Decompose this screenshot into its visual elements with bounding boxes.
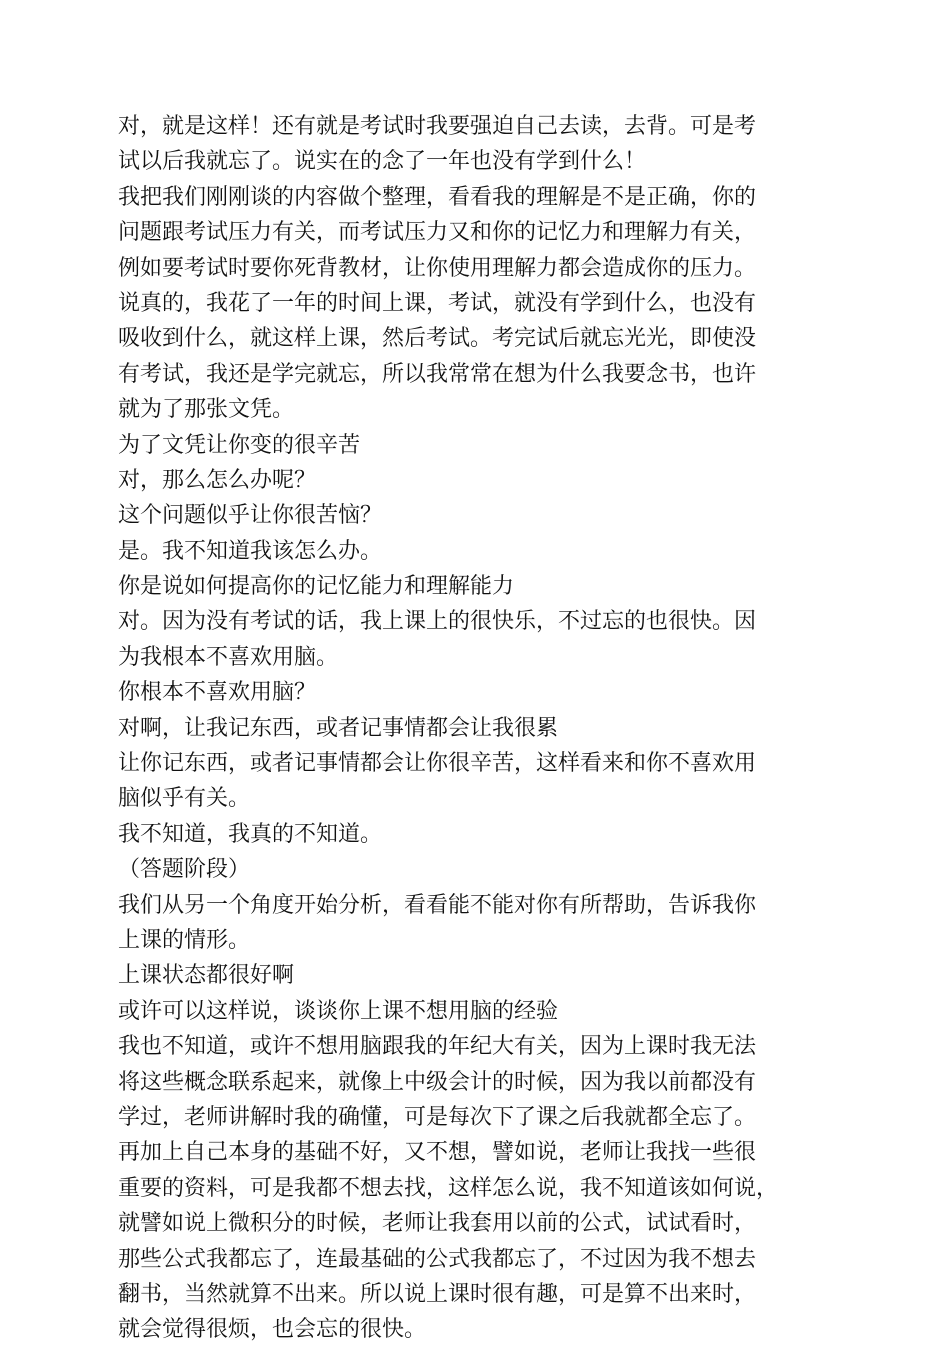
text-line: 上课状态都很好啊 [118,963,295,989]
text-line: 有考试，我还是学完就忘，所以我常常在想为什么我要念书，也许 [118,361,757,387]
text-line: （答题阶段） [118,857,251,883]
text-line: 为了文凭让你变的很辛苦 [118,432,361,458]
text-line: 就为了那张文凭。 [118,397,295,423]
text-line: 就譬如说上微积分的时候，老师让我套用以前的公式，试试看时， [118,1211,757,1237]
text-line: 让你记东西，或者记事情都会让你很辛苦，这样看来和你不喜欢用 [118,751,757,777]
text-line: 你根本不喜欢用脑？ [118,680,317,706]
text-line: 将这些概念联系起来，就像上中级会计的时候，因为我以前都没有 [118,1069,757,1095]
text-line: 是。我不知道我该怎么办。 [118,538,383,564]
document-body [118,109,838,1348]
text-line: 对，就是这样！还有就是考试时我要强迫自己去读，去背。可是考 [118,114,757,139]
text-line: 或许可以这样说，谈谈你上课不想用脑的经验 [118,998,559,1024]
text-line: 试以后我就忘了。说实在的念了一年也没有学到什么！ [118,149,647,175]
text-line: 我们从另一个角度开始分析，看看能不能对你有所帮助，告诉我你 [118,892,757,918]
text-line: 例如要考试时要你死背教材，让你使用理解力都会造成你的压力。 [118,255,757,281]
text-line: 这个问题似乎让你很苦恼？ [118,503,383,529]
text-line: 重要的资料，可是我都不想去找，这样怎么说，我不知道该如何说， [118,1175,779,1201]
text-line: 就会觉得很烦，也会忘的很快。 [118,1317,427,1343]
text-line: 为我根本不喜欢用脑。 [118,644,339,670]
text-line: 你是说如何提高你的记忆能力和理解能力 [118,574,515,600]
text-line: 说真的，我花了一年的时间上课，考试，就没有学到什么，也没有 [118,290,757,316]
text-line: 我把我们刚刚谈的内容做个整理，看看我的理解是不是正确，你的 [118,184,757,210]
text-line: 上课的情形。 [118,927,251,953]
text-line: 再加上自己本身的基础不好，又不想，譬如说，老师让我找一些很 [118,1140,757,1166]
text-line: 我也不知道，或许不想用脑跟我的年纪大有关，因为上课时我无法 [118,1034,757,1060]
text-line: 翻书，当然就算不出来。所以说上课时很有趣，可是算不出来时， [118,1281,757,1307]
text-line: 对。因为没有考试的话，我上课上的很快乐，不过忘的也很快。因 [118,609,757,635]
text-line: 学过，老师讲解时我的确懂，可是每次下了课之后我就都全忘了。 [118,1104,757,1130]
text-line: 那些公式我都忘了，连最基础的公式我都忘了，不过因为我不想去 [118,1246,757,1272]
text-line: 对，那么怎么办呢？ [118,467,317,493]
text-line: 对啊，让我记东西，或者记事情都会让我很累 [118,715,559,741]
text-line: 问题跟考试压力有关，而考试压力又和你的记忆力和理解力有关， [118,220,757,246]
text-line: 我不知道，我真的不知道。 [118,821,383,847]
text-line: 吸收到什么，就这样上课，然后考试。考完试后就忘光光，即使没 [118,326,757,352]
text-line: 脑似乎有关。 [118,786,251,812]
